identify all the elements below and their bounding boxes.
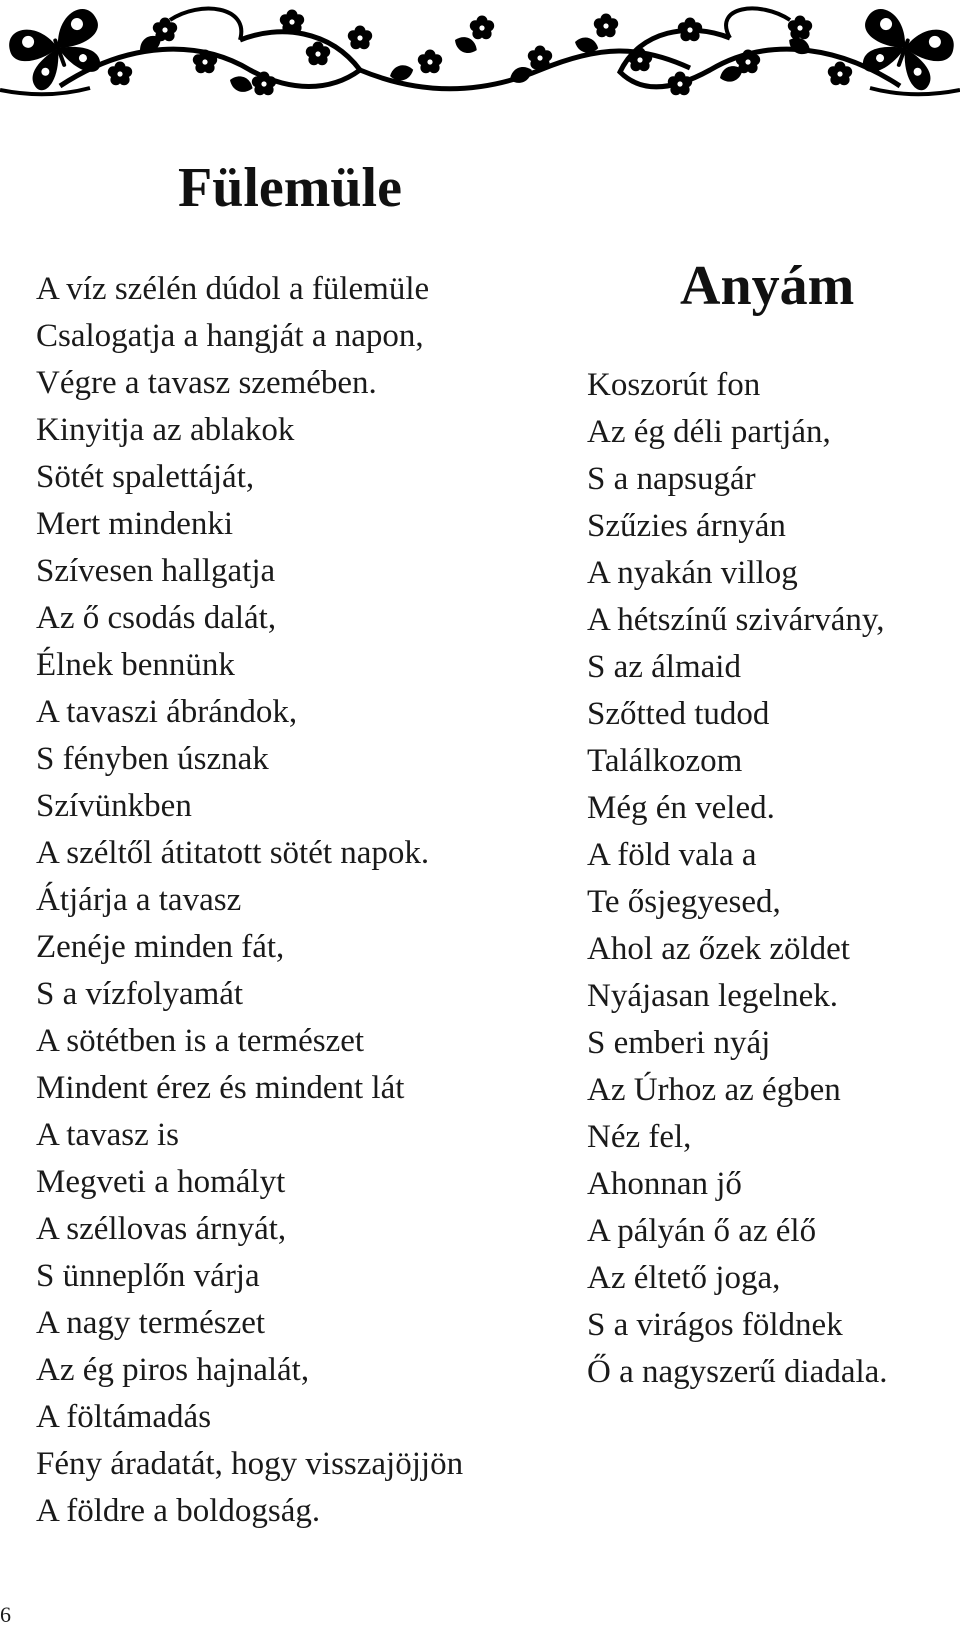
poem-line: Átjárja a tavasz <box>36 882 242 918</box>
poem-line: Szívesen hallgatja <box>36 553 276 589</box>
poem-line: Koszorút fon <box>587 367 761 403</box>
poem-line: A pályán ő az élő <box>587 1213 817 1249</box>
poem-line: Végre a tavasz szemében. <box>36 365 377 401</box>
poem-line: Az éltető joga, <box>587 1260 781 1296</box>
poem-line: S emberi nyáj <box>587 1025 771 1061</box>
poem-line: Zenéje minden fát, <box>36 929 285 965</box>
poem-line: S az álmaid <box>587 649 741 685</box>
poem-line: A tavasz is <box>36 1117 179 1153</box>
poem-line: Sötét spalettáját, <box>36 459 255 495</box>
poem-line: Az ég déli partján, <box>587 414 831 450</box>
poem-line: Te ősjegyesed, <box>587 884 781 920</box>
poem-line: A hétszínű szivárvány, <box>587 602 885 638</box>
floral-border-icon <box>0 0 960 112</box>
poem-lines-fulemule <box>36 266 463 1535</box>
poem-lines-anyam <box>587 362 888 1396</box>
poem-line: Szőtted tudod <box>587 696 770 732</box>
poem-line: A föltámadás <box>36 1399 212 1435</box>
poem-line: Néz fel, <box>587 1119 692 1155</box>
poem-title-anyam: Anyám <box>680 255 855 317</box>
poem-line: S a virágos földnek <box>587 1307 843 1343</box>
poem-title-fulemule: Fülemüle <box>178 157 402 219</box>
poem-line: Az ő csodás dalát, <box>36 600 277 636</box>
poem-line: Ő a nagyszerű diadala. <box>587 1354 888 1390</box>
poem-line: A nagy természet <box>36 1305 266 1341</box>
poem-line: S ünneplőn várja <box>36 1258 260 1294</box>
poem-line: A széltől átitatott sötét napok. <box>36 835 430 871</box>
poem-line: Élnek bennünk <box>36 647 235 683</box>
poem-line: A széllovas árnyát, <box>36 1211 287 1247</box>
poem-line: S fényben úsznak <box>36 741 269 777</box>
poem-line: Az ég piros hajnalát, <box>36 1352 310 1388</box>
poem-line: Az Úrhoz az égben <box>587 1072 841 1108</box>
page-number: 6 <box>0 1602 11 1627</box>
poem-line: Csalogatja a hangját a napon, <box>36 318 424 354</box>
poem-line: S a napsugár <box>587 461 756 497</box>
poem-line: Ahol az őzek zöldet <box>587 931 850 967</box>
poem-line: Mert mindenki <box>36 506 234 542</box>
poem-line: Szűzies árnyán <box>587 508 786 544</box>
poem-line: A sötétben is a természet <box>36 1023 365 1059</box>
poem-line: Ahonnan jő <box>587 1166 742 1202</box>
poem-line: Kinyitja az ablakok <box>36 412 295 448</box>
poem-line: S a vízfolyamát <box>36 976 244 1012</box>
poem-line: Nyájasan legelnek. <box>587 978 839 1014</box>
poem-line: A tavaszi ábrándok, <box>36 694 298 730</box>
poem-line: A föld vala a <box>587 837 757 873</box>
poem-line: Szívünkben <box>36 788 192 824</box>
poem-line: A földre a boldogság. <box>36 1493 321 1529</box>
poem-line: Találkozom <box>587 743 743 779</box>
poem-line: Mindent érez és mindent lát <box>36 1070 405 1106</box>
poem-line: A nyakán villog <box>587 555 798 591</box>
poem-line: Megveti a homályt <box>36 1164 286 1200</box>
poem-line: Fény áradatát, hogy visszajöjjön <box>36 1446 464 1482</box>
poem-line: Még én veled. <box>587 790 775 826</box>
poem-line: A víz szélén dúdol a fülemüle <box>36 271 430 307</box>
